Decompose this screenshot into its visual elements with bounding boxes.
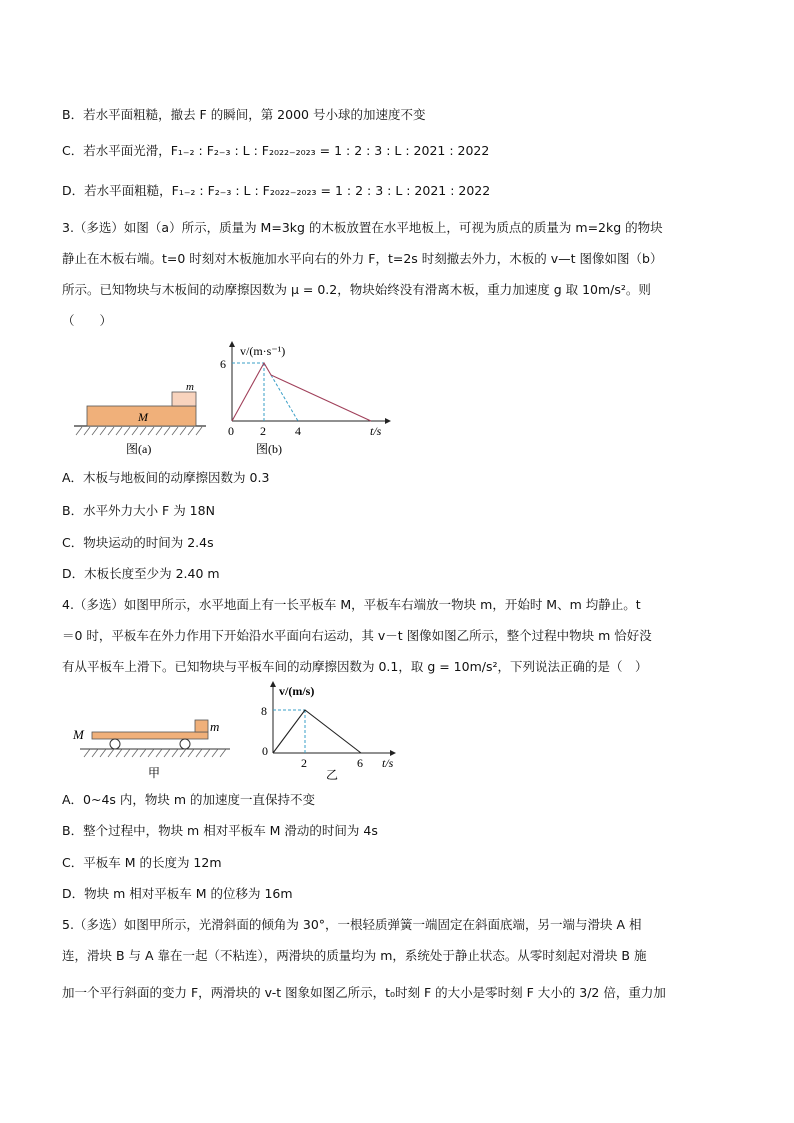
x-tick-4: 4 [295, 424, 301, 438]
label-m: m [186, 381, 194, 393]
figure-b-vt-graph [220, 341, 391, 456]
q4-option-d: D．物块 m 相对平板车 M 的位移为 16m [62, 886, 293, 901]
q4-stem-line: 4.（多选）如图甲所示，水平地面上有一长平板车 M，平板车右端放一物块 m，开始时 M、m 均静止。t [62, 597, 641, 612]
q3-option-b: B．水平外力大小 F 为 18N [62, 503, 215, 518]
q2-option-c: C．若水平面光滑，F₁₋₂ : F₂₋₃ : L : F₂₀₂₂₋₂₀₂₃ = 1 : 2 : 3 : L : 2021 : 2022 [62, 143, 490, 158]
q4-option-c: C．平板车 M 的长度为 12m [62, 855, 222, 870]
label-M: M [73, 727, 84, 742]
q2-option-b: B．若水平面粗糙，撤去 F 的瞬间，第 2000 号小球的加速度不变 [62, 107, 426, 122]
q5-stem-line: 5.（多选）如图甲所示，光滑斜面的倾角为 30°，一根轻质弹簧一端固定在斜面底端，另一端与滑块 A 相 [62, 917, 642, 932]
q3-stem-line: 3.（多选）如图（a）所示，质量为 M=3kg 的木板放置在水平地板上，可视为质点的质量为 m=2kg 的物块 [62, 220, 663, 235]
q5-stem-line: 连，滑块 B 与 A 靠在一起（不粘连），两滑块的质量均为 m，系统处于静止状态。从零时刻起对滑块 B 施 [62, 948, 647, 963]
q3-stem-line: 静止在木板右端。t=0 时刻对木板施加水平向右的外力 F，t=2s 时刻撤去外力，木板的 v—t 图像如图（b） [62, 251, 663, 266]
y-tick-6: 6 [220, 357, 226, 371]
y-tick-8: 8 [261, 704, 267, 718]
q3-figures [60, 335, 410, 465]
q3-stem-line: 所示。已知物块与木板间的动摩擦因数为 μ = 0.2，物块始终没有滑离木板，重力加速度 g 取 10m/s²。则 [62, 282, 651, 297]
figure-b-caption: 图(b) [256, 442, 282, 456]
label-M: M [138, 410, 148, 424]
x-tick-2: 2 [260, 424, 266, 438]
q3-option-a: A．木板与地板间的动摩擦因数为 0.3 [62, 470, 270, 485]
y-axis-label: v/(m·s⁻¹) [240, 344, 286, 358]
q4-stem-line: ＝0 时，平板车在外力作用下开始沿水平面向右运动，其 v－t 图像如图乙所示，整个过程中物块 m 恰好没 [62, 628, 652, 643]
q2-option-d: D．若水平面粗糙，F₁₋₂ : F₂₋₃ : L : F₂₀₂₂₋₂₀₂₃ = 1 : 2 : 3 : L : 2021 : 2022 [62, 183, 491, 198]
q4-option-b: B．整个过程中，物块 m 相对平板车 M 滑动的时间为 4s [62, 823, 378, 838]
figure-yi-caption: 乙 [326, 768, 339, 780]
q4-figures [60, 675, 420, 780]
figure-jia-caption: 甲 [148, 766, 161, 780]
q3-stem-line: （ ） [62, 313, 113, 328]
figure-jia-cart [72, 719, 230, 780]
q4-stem-line: 有从平板车上滑下。已知物块与平板车间的动摩擦因数为 0.1，取 g = 10m/s²，下列说法正确的是（ ） [62, 659, 648, 674]
q3-option-c: C．物块运动的时间为 2.4s [62, 535, 214, 550]
x-tick-0: 0 [228, 424, 234, 438]
x-axis-label: t/s [370, 424, 382, 438]
q3-option-d: D．木板长度至少为 2.40 m [62, 566, 220, 581]
figure-a-board-block [74, 381, 206, 456]
x-tick-0: 0 [262, 744, 268, 758]
x-axis-label: t/s [382, 756, 394, 770]
q5-stem-line: 加一个平行斜面的变力 F，两滑块的 v-t 图象如图乙所示，t₀时刻 F 的大小是零时刻 F 大小的 3/2 倍，重力加 [62, 985, 666, 1000]
x-tick-2: 2 [301, 756, 307, 770]
x-tick-6: 6 [357, 756, 363, 770]
figure-yi-vt-graph [261, 681, 396, 780]
figure-a-caption: 图(a) [126, 442, 152, 456]
q4-option-a: A．0~4s 内，物块 m 的加速度一直保持不变 [62, 792, 316, 807]
label-m: m [210, 719, 220, 734]
y-axis-label: v/(m/s) [279, 684, 315, 698]
